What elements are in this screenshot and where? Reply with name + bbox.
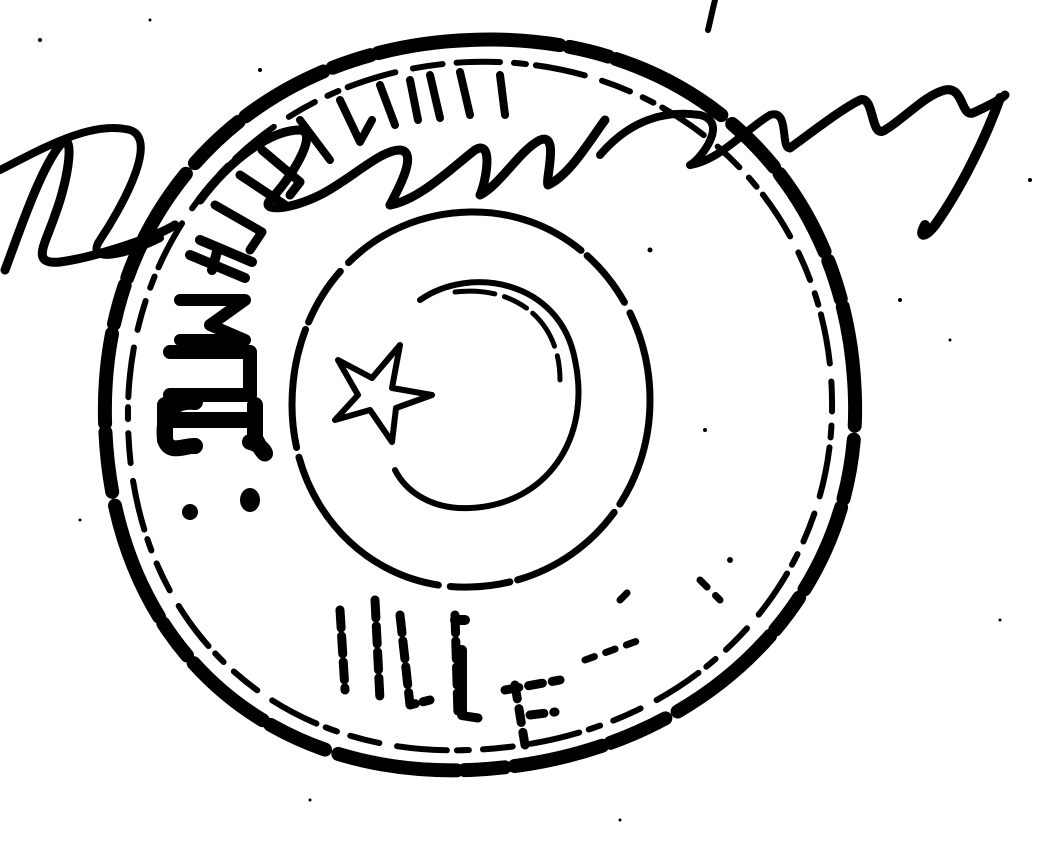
- seal-inner-ring: [292, 212, 650, 587]
- star-icon: [335, 345, 432, 442]
- star-crescent-emblem: [335, 282, 578, 508]
